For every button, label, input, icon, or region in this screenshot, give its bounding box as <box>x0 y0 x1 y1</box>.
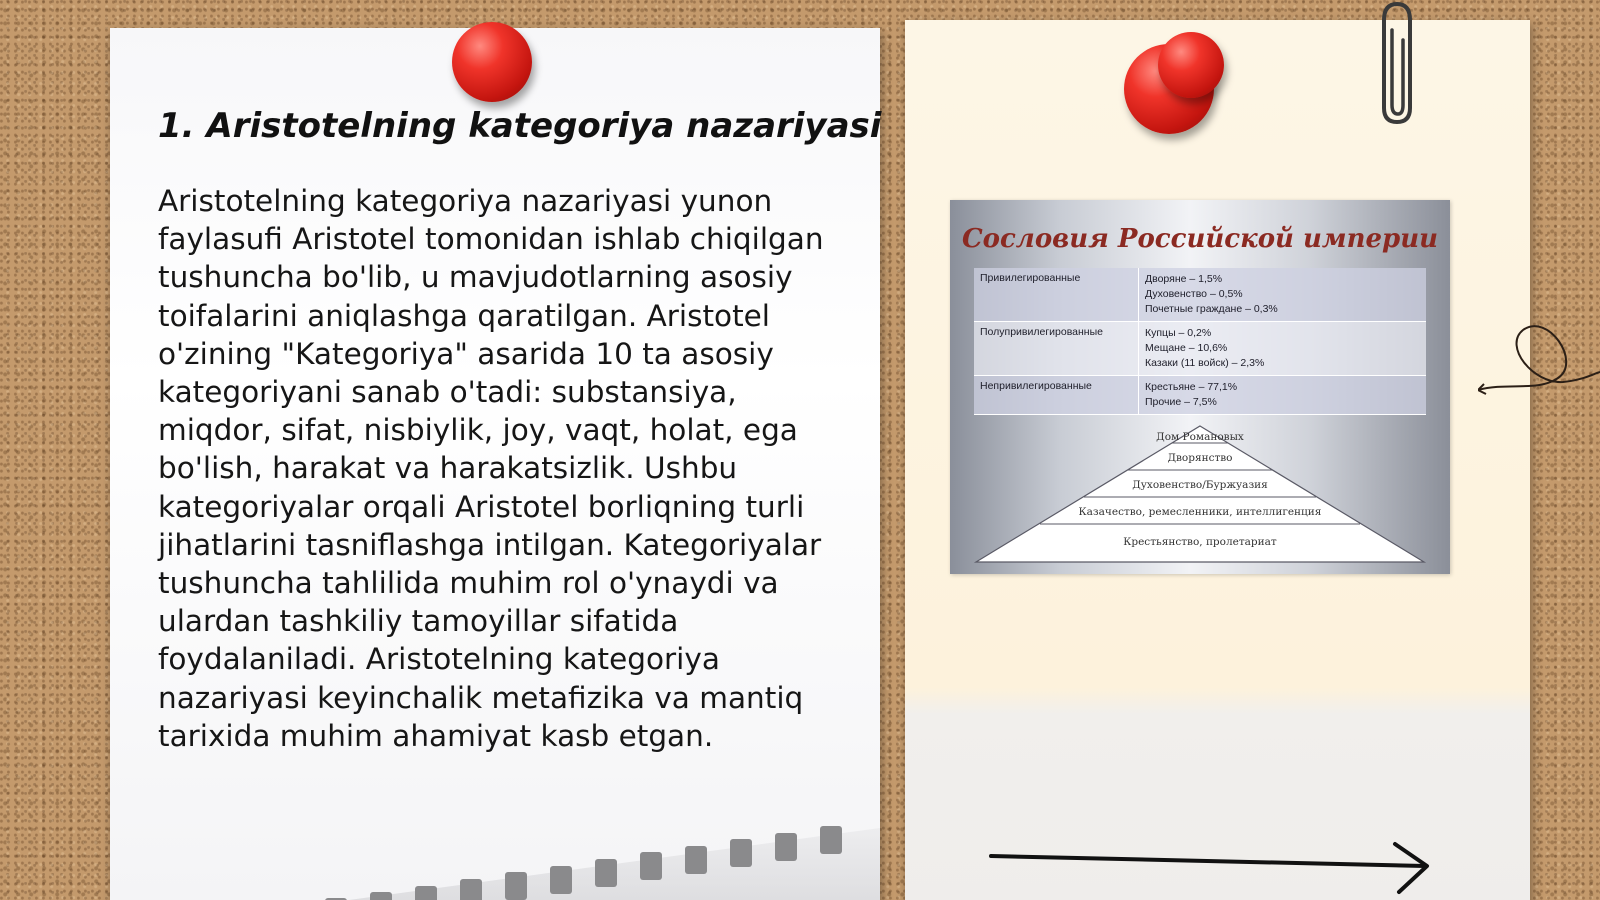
arrow-right-icon <box>985 840 1445 898</box>
slide-title: 1. Aristotelning kategoriya nazariyasi <box>158 106 882 146</box>
estates-figure <box>950 200 1450 574</box>
value-item: Крестьяне – 77,1% <box>1145 381 1238 393</box>
spiral-binding-decoration <box>110 788 880 900</box>
pyramid-level: Казачество, ремесленники, интеллигенция <box>1078 506 1322 518</box>
value-item: Почетные граждане – 0,3% <box>1145 303 1278 315</box>
table-row <box>974 322 1426 376</box>
table-row <box>974 376 1426 415</box>
value-item: Прочие – 7,5% <box>1145 396 1217 408</box>
table-row <box>974 268 1426 322</box>
values-cell <box>1139 376 1427 415</box>
estates-table <box>974 268 1426 415</box>
category-cell: Полупривилегированные <box>974 322 1139 376</box>
string-loop-decoration <box>1478 312 1600 404</box>
slide-body-text: Aristotelning kategoriya nazariyasi yunon faylasufi Aristotel tomonidan ishlab chiqilgan tushuncha bo'lib, u mavjudotlarning asosiy toifalarini aniqlashga qaratilgan. Aristotel o'zining "Kategoriya" asarida 10 ta asosiy kategoriyani sanab o'tadi: substansiya, miqdor, sifat, nisbiylik, joy, vaqt, holat, ega bo'lish, harakat va harakatsizlik. Ushbu kategoriyalar orqali Aristotel borliqning turli jihatlarini tasniflashga intilgan. Kategoriyalar tushuncha tahlilida muhim rol o'ynaydi va ulardan tashkiliy tamoyillar sifatida foydalaniladi. Aristotelning kategoriya nazariyasi keyinchalik metafizika va mantiq tarixida muhim ahamiyat kasb etgan. <box>158 184 824 753</box>
pyramid-level: Дворянство <box>1167 452 1233 464</box>
red-pushpin-icon <box>452 22 532 102</box>
category-cell: Непривилегированные <box>974 376 1139 415</box>
pyramid-level: Дом Романовых <box>1156 431 1244 443</box>
left-note-card <box>110 28 880 900</box>
pyramid-level: Духовенство/Буржуазия <box>1132 479 1268 491</box>
value-item: Мещане – 10,6% <box>1145 342 1228 354</box>
value-item: Купцы – 0,2% <box>1145 327 1212 339</box>
red-pushpin-icon <box>1158 32 1224 98</box>
figure-title: Сословия Российской империи <box>961 224 1439 254</box>
category-cell: Привилегированные <box>974 268 1139 322</box>
value-item: Казаки (11 войск) – 2,3% <box>1145 357 1265 369</box>
estates-pyramid <box>950 424 1450 566</box>
pyramid-level: Крестьянство, пролетариат <box>1123 536 1277 548</box>
values-cell <box>1139 322 1427 376</box>
value-item: Духовенство – 0,5% <box>1145 288 1243 300</box>
paperclip-icon <box>1370 0 1420 125</box>
value-item: Дворяне – 1,5% <box>1145 273 1223 285</box>
values-cell <box>1139 268 1427 322</box>
